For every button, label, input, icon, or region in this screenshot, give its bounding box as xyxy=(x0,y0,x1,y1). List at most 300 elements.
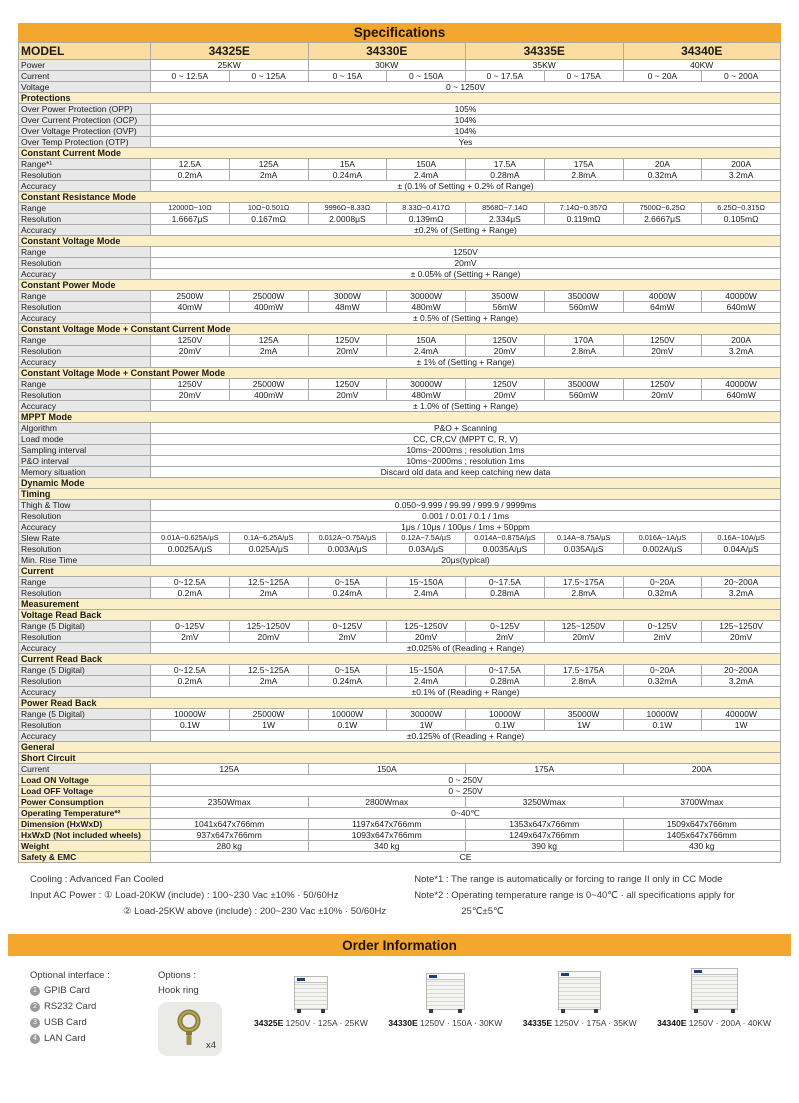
section-header: Timing xyxy=(19,489,781,500)
cell-value: 30000W xyxy=(387,379,466,390)
cell-value: ± 1% of (Setting + Range) xyxy=(151,357,781,368)
cell-value: 0 ~ 250V xyxy=(151,775,781,786)
cell-value: 0~20A xyxy=(623,577,702,588)
spec-row xyxy=(19,797,781,808)
product-item xyxy=(657,968,771,1028)
cell-value: 0 ~ 125A xyxy=(229,71,308,82)
row-label: Dimension (HxWxD) xyxy=(19,819,151,830)
model-name: 34330E xyxy=(308,43,466,60)
cell-value: 20mV xyxy=(151,390,230,401)
cell-value: 0.1W xyxy=(466,720,545,731)
cell-value: 2500W xyxy=(151,291,230,302)
cell-value: ± (0.1% of Setting + 0.2% of Range) xyxy=(151,181,781,192)
cell-value: 390 kg xyxy=(466,841,624,852)
row-label: Min. Rise Time xyxy=(19,555,151,566)
row-label: Accuracy xyxy=(19,401,151,412)
cell-value: 2.4mA xyxy=(387,588,466,599)
row-label: P&O interval xyxy=(19,456,151,467)
row-label: Memory situation xyxy=(19,467,151,478)
spec-row xyxy=(19,841,781,852)
section-header-row xyxy=(19,93,781,104)
spec-row xyxy=(19,588,781,599)
cell-value: 480mW xyxy=(387,390,466,401)
cell-value: 400mW xyxy=(229,302,308,313)
cell-value: 150A xyxy=(387,335,466,346)
cell-value: 340 kg xyxy=(308,841,466,852)
cell-value: 170A xyxy=(544,335,623,346)
spec-row xyxy=(19,60,781,71)
section-header: Voltage Read Back xyxy=(19,610,781,621)
cell-value: 20mV xyxy=(229,632,308,643)
cell-value: 1W xyxy=(544,720,623,731)
cell-value: 0.28mA xyxy=(466,676,545,687)
cell-value: 40000W xyxy=(702,709,781,720)
instrument-cabinet-image xyxy=(558,971,601,1010)
cell-value: 1250V xyxy=(466,335,545,346)
cell-value: 30KW xyxy=(308,60,466,71)
cell-value: 0.002A/μS xyxy=(623,544,702,555)
cell-value: 25000W xyxy=(229,291,308,302)
spec-row xyxy=(19,82,781,93)
cell-value: 0 ~ 200A xyxy=(702,71,781,82)
cell-value: 0~125V xyxy=(623,621,702,632)
cell-value: 1250V xyxy=(466,379,545,390)
cell-value: 0~15A xyxy=(308,665,387,676)
spec-row xyxy=(19,313,781,324)
cell-value: 2350Wmax xyxy=(151,797,309,808)
interface-label: USB Card xyxy=(44,1017,87,1028)
cell-value: 0~125V xyxy=(466,621,545,632)
cell-value: 17.5~175A xyxy=(544,577,623,588)
options-label: Options : xyxy=(158,970,197,981)
spec-row xyxy=(19,522,781,533)
spec-row xyxy=(19,676,781,687)
spec-row xyxy=(19,291,781,302)
cell-value: 0.2mA xyxy=(151,170,230,181)
row-label: Resolution xyxy=(19,346,151,357)
cell-value: 1250V xyxy=(151,379,230,390)
cell-value: 30000W xyxy=(387,709,466,720)
row-label: Current xyxy=(19,764,151,775)
cell-value: 35000W xyxy=(544,709,623,720)
cell-value: 2mA xyxy=(229,170,308,181)
cell-value: 35000W xyxy=(544,291,623,302)
section-header: Constant Voltage Mode + Constant Current Mode xyxy=(19,324,781,335)
cell-value: 2.334μS xyxy=(466,214,545,225)
cell-value: 20mV xyxy=(151,258,781,269)
cell-value: 0 ~ 20A xyxy=(623,71,702,82)
spec-row xyxy=(19,181,781,192)
cell-value: 0~15A xyxy=(308,577,387,588)
specifications-title: Specifications xyxy=(353,25,446,40)
cell-value: 20mV xyxy=(466,346,545,357)
row-label: Thigh & Tlow xyxy=(19,500,151,511)
cell-value: 3.2mA xyxy=(702,676,781,687)
cell-value: 0.025A/μS xyxy=(229,544,308,555)
cell-value: 0.32mA xyxy=(623,170,702,181)
section-header-row xyxy=(19,742,781,753)
cell-value: 1250V xyxy=(151,247,781,258)
cell-value: 3000W xyxy=(308,291,387,302)
model-header-label: MODEL xyxy=(19,43,151,60)
spec-row xyxy=(19,115,781,126)
row-label: Accuracy xyxy=(19,357,151,368)
number-badge-icon: 4 xyxy=(30,1034,40,1044)
cell-value: 175A xyxy=(466,764,624,775)
cell-value: ± 0.5% of (Setting + Range) xyxy=(151,313,781,324)
spec-row xyxy=(19,709,781,720)
section-header-row xyxy=(19,566,781,577)
cell-value: 20mV xyxy=(151,346,230,357)
row-label: Load mode xyxy=(19,434,151,445)
row-label: Resolution xyxy=(19,390,151,401)
cell-value: 7.14Ω~0.357Ω xyxy=(544,203,623,214)
cell-value: 2.8mA xyxy=(544,346,623,357)
section-header-row xyxy=(19,489,781,500)
cell-value: 20mV xyxy=(466,390,545,401)
section-header: Constant Resistance Mode xyxy=(19,192,781,203)
section-header: MPPT Mode xyxy=(19,412,781,423)
specifications-banner xyxy=(18,23,781,42)
section-header-row xyxy=(19,698,781,709)
cell-value: 2mV xyxy=(623,632,702,643)
spec-row xyxy=(19,775,781,786)
section-header: General xyxy=(19,742,781,753)
product-item xyxy=(254,976,368,1028)
cabinet-foot xyxy=(297,1009,301,1013)
cabinet-logo xyxy=(297,978,305,981)
spec-row xyxy=(19,379,781,390)
interface-label: RS232 Card xyxy=(44,1001,97,1012)
spec-row xyxy=(19,423,781,434)
cell-value: 10ms~2000ms ; resolution 1ms xyxy=(151,445,781,456)
cell-value: 125~1250V xyxy=(702,621,781,632)
cell-value: 0.167mΩ xyxy=(229,214,308,225)
cell-value: P&O + Scanning xyxy=(151,423,781,434)
spec-row xyxy=(19,258,781,269)
cell-value: 0 ~ 250V xyxy=(151,786,781,797)
spec-row xyxy=(19,665,781,676)
section-header: Protections xyxy=(19,93,781,104)
spec-row xyxy=(19,808,781,819)
spec-row xyxy=(19,401,781,412)
row-label: Accuracy xyxy=(19,687,151,698)
section-header: Dynamic Mode xyxy=(19,478,781,489)
cell-value: 7500Ω~6.25Ω xyxy=(623,203,702,214)
row-label: Resolution xyxy=(19,720,151,731)
cell-value: 20μs(typical) xyxy=(151,555,781,566)
section-header-row xyxy=(19,753,781,764)
input-ac-value1: ① Load-20KW (include) : 100~230 Vac ±10% · 50/60Hz xyxy=(103,890,339,901)
spec-row xyxy=(19,126,781,137)
spec-table-body xyxy=(19,43,781,863)
spec-row xyxy=(19,269,781,280)
footnotes-left xyxy=(30,872,414,920)
cell-value: Yes xyxy=(151,137,781,148)
product-label: 34335E 1250V · 175A · 35KW xyxy=(522,1018,637,1028)
cell-value: ± 0.05% of (Setting + Range) xyxy=(151,269,781,280)
row-label: Resolution xyxy=(19,632,151,643)
number-badge-icon: 3 xyxy=(30,1018,40,1028)
cell-value: 0.01A~0.625A/μS xyxy=(151,533,230,544)
cell-value: 0.0035A/μS xyxy=(466,544,545,555)
footnotes-right xyxy=(414,872,769,920)
cell-value: 0.119mΩ xyxy=(544,214,623,225)
section-header-row xyxy=(19,610,781,621)
row-label: Over Temp Protection (OTP) xyxy=(19,137,151,148)
row-label: Power xyxy=(19,60,151,71)
row-label: Algorithm xyxy=(19,423,151,434)
cell-value: 1041x647x766mm xyxy=(151,819,309,830)
section-header-row xyxy=(19,412,781,423)
cell-value: 25000W xyxy=(229,709,308,720)
cell-value: 2.8mA xyxy=(544,676,623,687)
cell-value: 937x647x766mm xyxy=(151,830,309,841)
row-label: Accuracy xyxy=(19,225,151,236)
cell-value: ±0.1% of (Reading + Range) xyxy=(151,687,781,698)
section-header: Constant Current Mode xyxy=(19,148,781,159)
spec-row xyxy=(19,203,781,214)
spec-row xyxy=(19,544,781,555)
row-label: Accuracy xyxy=(19,731,151,742)
row-label: Resolution xyxy=(19,258,151,269)
spec-row xyxy=(19,335,781,346)
options-name: Hook ring xyxy=(158,985,199,996)
spec-row xyxy=(19,819,781,830)
section-header-row xyxy=(19,478,781,489)
row-label: Range (5 Digital) xyxy=(19,621,151,632)
cell-value: 10000W xyxy=(308,709,387,720)
spec-row xyxy=(19,170,781,181)
cell-value: 0~20A xyxy=(623,665,702,676)
cell-value: 0.32mA xyxy=(623,588,702,599)
cell-value: 0.012A~0.75A/μS xyxy=(308,533,387,544)
cell-value: 1W xyxy=(387,720,466,731)
row-label: Accuracy xyxy=(19,522,151,533)
interface-item xyxy=(30,1031,158,1047)
cell-value: 0 ~ 175A xyxy=(544,71,623,82)
section-header-row xyxy=(19,368,781,379)
cell-value: 1197x647x766mm xyxy=(308,819,466,830)
spec-row xyxy=(19,390,781,401)
cell-value: 0.2mA xyxy=(151,588,230,599)
spec-row xyxy=(19,225,781,236)
row-label: Resolution xyxy=(19,588,151,599)
interface-label: LAN Card xyxy=(44,1033,86,1044)
cell-value: 12.5A xyxy=(151,159,230,170)
cell-value: 4000W xyxy=(623,291,702,302)
cell-value: 1405x647x766mm xyxy=(623,830,781,841)
cell-value: 0.28mA xyxy=(466,588,545,599)
interface-label: GPIB Card xyxy=(44,985,90,996)
cell-value: 20mV xyxy=(623,346,702,357)
cell-value: 10000W xyxy=(151,709,230,720)
spec-row xyxy=(19,357,781,368)
interface-items xyxy=(30,983,158,1047)
cell-value: 10000W xyxy=(466,709,545,720)
cell-value: 0~12.5A xyxy=(151,665,230,676)
row-label: Operating Temperature*² xyxy=(19,808,151,819)
cell-value: 15~150A xyxy=(387,665,466,676)
row-label: Range xyxy=(19,577,151,588)
row-label: Range*¹ xyxy=(19,159,151,170)
row-label: Resolution xyxy=(19,511,151,522)
cell-value: 150A xyxy=(387,159,466,170)
cell-value: 0.050~9.999 / 99.99 / 999.9 / 9999ms xyxy=(151,500,781,511)
row-label: Load OFF Voltage xyxy=(19,786,151,797)
spec-row xyxy=(19,555,781,566)
cell-value: CC, CR,CV (MPPT C, R, V) xyxy=(151,434,781,445)
cabinet-logo xyxy=(429,975,437,978)
spec-row xyxy=(19,137,781,148)
product-model: 34325E xyxy=(254,1018,284,1028)
spec-row xyxy=(19,434,781,445)
cell-value: 17.5A xyxy=(466,159,545,170)
model-name: 34335E xyxy=(466,43,624,60)
cell-value: 2mV xyxy=(466,632,545,643)
product-lineup xyxy=(250,968,775,1028)
cell-value: 2.8mA xyxy=(544,588,623,599)
spec-row xyxy=(19,71,781,82)
row-label: Sampling interval xyxy=(19,445,151,456)
product-label: 34340E 1250V · 200A · 40KW xyxy=(657,1018,771,1028)
product-model: 34330E xyxy=(388,1018,418,1028)
section-header: Constant Voltage Mode xyxy=(19,236,781,247)
cell-value: 0.105mΩ xyxy=(702,214,781,225)
cell-value: 0.1W xyxy=(151,720,230,731)
interface-item xyxy=(30,983,158,999)
cell-value: Discard old data and keep catching new data xyxy=(151,467,781,478)
cell-value: 0 ~ 1250V xyxy=(151,82,781,93)
cabinet-foot xyxy=(458,1009,462,1013)
cell-value: 1249x647x766mm xyxy=(466,830,624,841)
instrument-cabinet-image xyxy=(426,973,465,1010)
cabinet-foot xyxy=(694,1009,698,1013)
cell-value: 2mA xyxy=(229,676,308,687)
cell-value: 0.24mA xyxy=(308,588,387,599)
spec-row xyxy=(19,104,781,115)
section-header: Current Read Back xyxy=(19,654,781,665)
cell-value: 0.003A/μS xyxy=(308,544,387,555)
spec-row xyxy=(19,445,781,456)
cabinet-foot xyxy=(429,1009,433,1013)
cell-value: 125~1250V xyxy=(387,621,466,632)
cell-value: 0.12A~7.5A/μS xyxy=(387,533,466,544)
interface-item xyxy=(30,999,158,1015)
row-label: Resolution xyxy=(19,302,151,313)
cell-value: 1250V xyxy=(623,379,702,390)
cell-value: 3700Wmax xyxy=(623,797,781,808)
hook-ring-qty: x4 xyxy=(205,1040,216,1051)
cell-value: 1.6667μS xyxy=(151,214,230,225)
cell-value: 1250V xyxy=(623,335,702,346)
cell-value: 125A xyxy=(151,764,309,775)
product-label: 34325E 1250V · 125A · 25KW xyxy=(254,1018,368,1028)
cell-value: 0.014A~0.875A/μS xyxy=(466,533,545,544)
interface-item xyxy=(30,1015,158,1031)
row-label: Range xyxy=(19,247,151,258)
cell-value: 9996Ω~8.33Ω xyxy=(308,203,387,214)
order-information-banner xyxy=(8,934,791,956)
row-label: Slew Rate xyxy=(19,533,151,544)
cell-value: 0.24mA xyxy=(308,676,387,687)
product-item xyxy=(523,971,637,1028)
hook-ring-icon xyxy=(176,1009,204,1049)
cell-value: 40000W xyxy=(702,291,781,302)
row-label: Range xyxy=(19,203,151,214)
cell-value: ±0.2% of (Setting + Range) xyxy=(151,225,781,236)
section-header: Power Read Back xyxy=(19,698,781,709)
section-header: Constant Power Mode xyxy=(19,280,781,291)
cell-value: 104% xyxy=(151,115,781,126)
cell-value: 0.03A/μS xyxy=(387,544,466,555)
cell-value: 6.25Ω~0.315Ω xyxy=(702,203,781,214)
cabinet-logo xyxy=(561,973,569,976)
cell-value: 0.24mA xyxy=(308,170,387,181)
spec-row xyxy=(19,456,781,467)
input-ac-line2: ② Load-25KW above (include) : 200~230 Vac ±10% · 50/60Hz xyxy=(123,906,387,917)
cell-value: 12.5~125A xyxy=(229,577,308,588)
product-label: 34330E 1250V · 150A · 30KW xyxy=(388,1018,503,1028)
options-block xyxy=(158,968,250,1056)
cell-value: 2.4mA xyxy=(387,676,466,687)
cell-value: 48mW xyxy=(308,302,387,313)
spec-row xyxy=(19,830,781,841)
cell-value: 640mW xyxy=(702,302,781,313)
row-label: Accuracy xyxy=(19,643,151,654)
cell-value: 1W xyxy=(229,720,308,731)
cell-value: 0.001 / 0.01 / 0.1 / 1ms xyxy=(151,511,781,522)
model-row xyxy=(19,43,781,60)
cell-value: 104% xyxy=(151,126,781,137)
cell-value: 560mW xyxy=(544,390,623,401)
section-header-row xyxy=(19,280,781,291)
cell-value: 3.2mA xyxy=(702,588,781,599)
cell-value: 0.2mA xyxy=(151,676,230,687)
section-header-row xyxy=(19,599,781,610)
cell-value: 0~17.5A xyxy=(466,665,545,676)
cell-value: 3250Wmax xyxy=(466,797,624,808)
cell-value: 10ms~2000ms ; resolution 1ms xyxy=(151,456,781,467)
cell-value: 2mA xyxy=(229,346,308,357)
cell-value: 125~1250V xyxy=(229,621,308,632)
cell-value: 1250V xyxy=(308,335,387,346)
cell-value: 20mV xyxy=(544,632,623,643)
spec-row xyxy=(19,302,781,313)
row-label: Resolution xyxy=(19,676,151,687)
cell-value: 280 kg xyxy=(151,841,309,852)
cell-value: 125A xyxy=(229,335,308,346)
cell-value: 64mW xyxy=(623,302,702,313)
note2-line1: Note*2 : Operating temperature range is 0~40℃ · all specifications apply for xyxy=(414,890,735,901)
cell-value: 2mV xyxy=(308,632,387,643)
cell-value: 200A xyxy=(623,764,781,775)
optional-interface-list xyxy=(30,968,158,1047)
cooling-note: Cooling : Advanced Fan Cooled xyxy=(30,874,164,885)
cell-value: 2.8mA xyxy=(544,170,623,181)
spec-table xyxy=(18,42,781,863)
spec-row xyxy=(19,214,781,225)
spec-row xyxy=(19,577,781,588)
row-label: Range xyxy=(19,291,151,302)
spec-row xyxy=(19,786,781,797)
spec-row xyxy=(19,852,781,863)
row-label: Range (5 Digital) xyxy=(19,665,151,676)
cell-value: 200A xyxy=(702,159,781,170)
cell-value: 0.32mA xyxy=(623,676,702,687)
cell-value: 480mW xyxy=(387,302,466,313)
cell-value: 125A xyxy=(229,159,308,170)
